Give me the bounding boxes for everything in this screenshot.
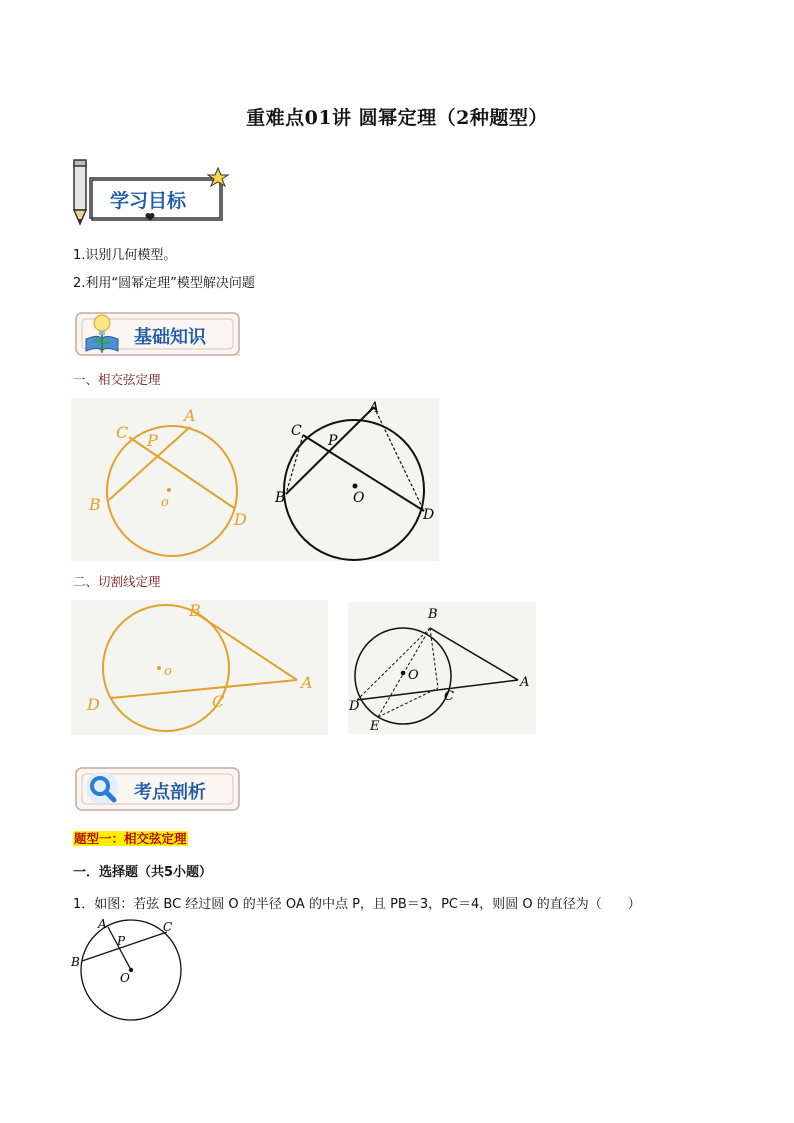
goals-banner-label: 学习目标 (110, 190, 187, 212)
label-D: D (349, 699, 360, 714)
label-O: O (353, 490, 365, 506)
label-C: C (212, 692, 225, 711)
label-B: B (71, 955, 80, 969)
label-P: P (328, 433, 338, 449)
question-1-figure (70, 915, 188, 1025)
analysis-banner (74, 764, 242, 814)
book-bulb-icon (82, 311, 122, 355)
label-E: E (370, 719, 380, 734)
label-P: P (117, 934, 126, 948)
label-C: C (116, 423, 129, 442)
goals-banner (70, 158, 240, 230)
label-B: B (275, 490, 286, 506)
label-O: o (161, 495, 169, 510)
label-C: C (163, 920, 173, 934)
label-A: A (184, 406, 196, 425)
label-A: A (301, 673, 313, 692)
label-P: P (147, 431, 158, 450)
label-O: O (120, 971, 130, 985)
label-O: o (164, 664, 172, 679)
figure-secant-tangent-sketch (71, 600, 328, 735)
figure-intersecting-chords (275, 398, 439, 561)
section-heading: 二、切割线定理 (73, 574, 161, 589)
section-heading: 一、相交弦定理 (73, 372, 161, 387)
figure-intersecting-chords-sketch (71, 398, 281, 561)
label-C: C (291, 423, 302, 439)
label-D: D (234, 510, 247, 529)
label-O: O (408, 668, 419, 683)
label-A: A (98, 917, 107, 931)
type-label-wrap (73, 828, 188, 847)
question-1: 1．如图：若弦 BC 经过圆 O 的半径 OA 的中点 P，且 PB＝3，PC＝4，则圆 O 的直径为（ ） (73, 897, 641, 912)
type-label: 题型一：相交弦定理 (74, 831, 187, 846)
label-B: B (189, 601, 201, 620)
part-heading: 一．选择题（共5小题） (73, 865, 213, 880)
label-D: D (423, 507, 435, 523)
goal-item: 1.识别几何模型。 (73, 248, 177, 263)
label-D: D (87, 695, 100, 714)
label-C: C (444, 689, 454, 704)
label-B: B (428, 607, 438, 622)
label-B: B (89, 495, 101, 514)
goal-item: 2.利用“圆幂定理”模型解决问题 (73, 276, 255, 291)
magnifier-icon (84, 770, 122, 808)
page-title: 重难点01讲 圆幂定理（2种题型） (246, 107, 548, 129)
basics-banner (74, 309, 242, 359)
basics-banner-label: 基础知识 (134, 327, 206, 348)
label-A: A (369, 400, 380, 416)
figure-secant-tangent (348, 602, 536, 734)
label-A: A (520, 675, 530, 690)
analysis-banner-label: 考点剖析 (134, 782, 206, 803)
